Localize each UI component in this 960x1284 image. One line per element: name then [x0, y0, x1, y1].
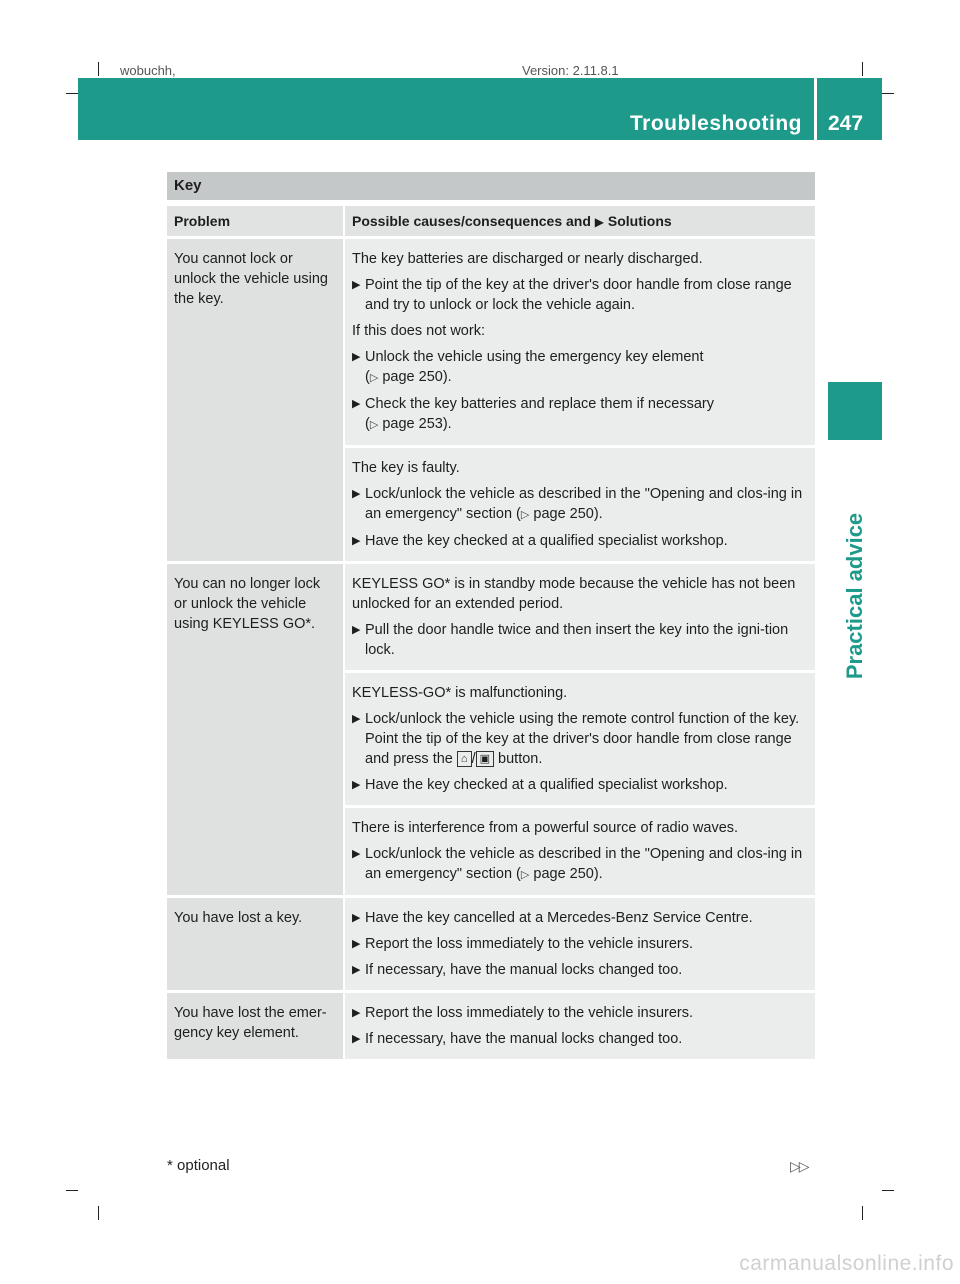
arrow-right-icon: ▶: [352, 779, 361, 791]
solutions-cell: [345, 898, 815, 990]
problem-cell: You have lost the emer-gency key element.: [167, 993, 343, 1059]
page-reference[interactable]: page 253).: [382, 416, 452, 432]
solution-step: [352, 531, 809, 551]
step-text: [365, 531, 809, 551]
table-header-row: [167, 206, 815, 236]
troubleshooting-table: [167, 172, 815, 1062]
arrow-right-icon: ▶: [352, 1007, 361, 1019]
step-main-text: Lock/unlock the vehicle using the remote control function of the key. Point the tip of the key at the driver's door handle from close range and press the: [365, 711, 800, 767]
step-text: [365, 775, 809, 795]
cause-text: There is interference from a powerful source of radio waves.: [352, 820, 739, 836]
crop-mark: [862, 1206, 863, 1220]
step-text: [365, 934, 809, 954]
solution-block: [345, 448, 815, 561]
step-main-text: Have the key cancelled at a Mercedes-Benz Service Centre.: [365, 910, 753, 926]
next-page-marker: ▷▷: [790, 1158, 808, 1174]
crop-mark: [882, 1190, 894, 1191]
solution-step: [352, 908, 809, 928]
unlock-icon: ⌂: [457, 751, 472, 767]
arrow-right-icon: ▶: [352, 535, 361, 547]
table-row: [167, 564, 815, 895]
header-divider: [814, 78, 817, 140]
table-body: [167, 239, 815, 1059]
solution-step: [352, 620, 809, 660]
arrow-right-icon: ▶: [352, 398, 361, 410]
arrow-right-icon: ▶: [352, 912, 361, 924]
cause-text: The key is faulty.: [352, 460, 460, 476]
table-row: [167, 898, 815, 990]
step-text: [365, 1003, 809, 1023]
column-header-problem: Problem: [167, 206, 343, 236]
watermark: carmanualsonline.info: [739, 1252, 954, 1275]
step-main-text: If necessary, have the manual locks changed too.: [365, 962, 683, 978]
step-main-text: Report the loss immediately to the vehicle insurers.: [365, 936, 694, 952]
cause-text: The key batteries are discharged or nearly discharged.: [352, 251, 703, 267]
solution-block: [345, 673, 815, 805]
solution-step: [352, 484, 809, 525]
crop-mark: [862, 62, 863, 76]
step-text: [365, 620, 809, 660]
arrow-right-icon: ▶: [352, 964, 361, 976]
solution-step: [352, 709, 809, 769]
solution-block: [345, 898, 815, 990]
arrow-right-icon: ▶: [352, 713, 361, 725]
step-text: [365, 908, 809, 928]
step-text: Lock/unlock the vehicle using the remote control function of the key. Point the tip of the key at the driver's door handle from close range and press the ⌂ / ▣ button.: [365, 711, 800, 767]
solution-step: [352, 275, 809, 315]
solution-step: [352, 775, 809, 795]
column-header-solutions-suffix: Solutions: [607, 213, 672, 229]
side-tab-marker: [828, 382, 882, 440]
arrow-right-icon: ▶: [352, 624, 361, 636]
triangle-ref-icon: ▷: [520, 509, 530, 521]
cause-text: KEYLESS-GO* is malfunctioning.: [352, 685, 568, 701]
crop-mark: [882, 93, 894, 94]
solution-step: [352, 960, 809, 980]
solution-block: [345, 564, 815, 670]
solutions-cell: [345, 993, 815, 1059]
step-text: Check the key batteries and replace them if necessary (▷ page 253).: [365, 396, 714, 432]
step-main-text: Pull the door handle twice and then insert the key into the igni-tion lock.: [365, 622, 789, 658]
step-main-text: If necessary, have the manual locks changed too.: [365, 1031, 683, 1047]
arrow-right-icon: ▶: [352, 351, 361, 363]
step-text: [365, 960, 809, 980]
problem-cell: You cannot lock or unlock the vehicle using the key.: [167, 239, 343, 561]
crop-mark: [66, 1190, 78, 1191]
step-text: [365, 275, 809, 315]
step-main-text: Lock/unlock the vehicle as described in the "Opening and clos-ing in an emergency" section (: [365, 846, 803, 882]
arrow-right-icon: ▶: [352, 1033, 361, 1045]
print-meta-right: Version: 2.11.8.1: [522, 63, 619, 78]
arrow-right-icon: ▶: [352, 488, 361, 500]
problem-cell: You can no longer lock or unlock the vehicle using KEYLESS GO*.: [167, 564, 343, 895]
crop-mark: [98, 62, 99, 76]
solution-step: [352, 1003, 809, 1023]
step-main-text: Unlock the vehicle using the emergency key element: [365, 349, 704, 365]
solution-step: [352, 1029, 809, 1049]
step-text: Unlock the vehicle using the emergency key element (▷ page 250).: [365, 349, 704, 385]
solutions-cell: [345, 239, 815, 561]
arrow-right-icon: ▶: [352, 938, 361, 950]
solution-step: [352, 394, 809, 435]
step-main-text: Lock/unlock the vehicle as described in the "Opening and clos-ing in an emergency" section (: [365, 486, 803, 522]
step-main-text: Check the key batteries and replace them if necessary: [365, 396, 714, 412]
solution-block: [345, 993, 815, 1059]
table-row: [167, 993, 815, 1059]
step-text: [365, 1029, 809, 1049]
step-text: [365, 844, 809, 885]
page-title: Troubleshooting: [630, 112, 802, 135]
table-row: [167, 239, 815, 561]
step-text: [365, 484, 809, 525]
solution-block: [345, 808, 815, 895]
problem-cell: You have lost a key.: [167, 898, 343, 990]
solution-step: [352, 934, 809, 954]
step-main-text: Point the tip of the key at the driver's door handle from close range and try to unlock or lock the vehicle again.: [365, 277, 792, 313]
step-main-text: Have the key checked at a qualified specialist workshop.: [365, 533, 728, 549]
crop-mark: [66, 93, 78, 94]
side-tab-label: Practical advice: [842, 512, 867, 680]
page-reference[interactable]: page 250).: [533, 866, 603, 882]
triangle-ref-icon: ▷: [369, 419, 379, 431]
triangle-ref-icon: ▷: [369, 372, 379, 384]
step-main-text: Report the loss immediately to the vehicle insurers.: [365, 1005, 694, 1021]
triangle-ref-icon: ▷: [520, 869, 530, 881]
print-meta-left: wobuchh,: [120, 63, 176, 78]
solution-step: [352, 347, 809, 388]
crop-mark: [98, 1206, 99, 1220]
solution-block: [345, 239, 815, 445]
arrow-right-icon: ▶: [352, 279, 361, 291]
arrow-right-icon: ▶: [352, 848, 361, 860]
page-number: 247: [828, 112, 864, 135]
column-header-solutions-prefix: Possible causes/consequences and: [352, 213, 591, 229]
step-main-text: Have the key checked at a qualified specialist workshop.: [365, 777, 728, 793]
cause-text: If this does not work:: [352, 323, 485, 339]
lock-icon: ▣: [476, 751, 494, 767]
arrow-right-icon: ▶: [594, 215, 605, 229]
cause-text: KEYLESS GO* is in standby mode because the vehicle has not been unlocked for an extended period.: [352, 576, 796, 612]
page-reference[interactable]: page 250).: [533, 506, 603, 522]
solutions-cell: [345, 564, 815, 895]
page-reference[interactable]: page 250).: [382, 369, 452, 385]
column-header-solutions: [345, 206, 815, 236]
footnote: * optional: [167, 1157, 230, 1174]
step-after-text: button.: [498, 751, 543, 767]
table-title: Key: [167, 172, 815, 200]
solution-step: [352, 844, 809, 885]
